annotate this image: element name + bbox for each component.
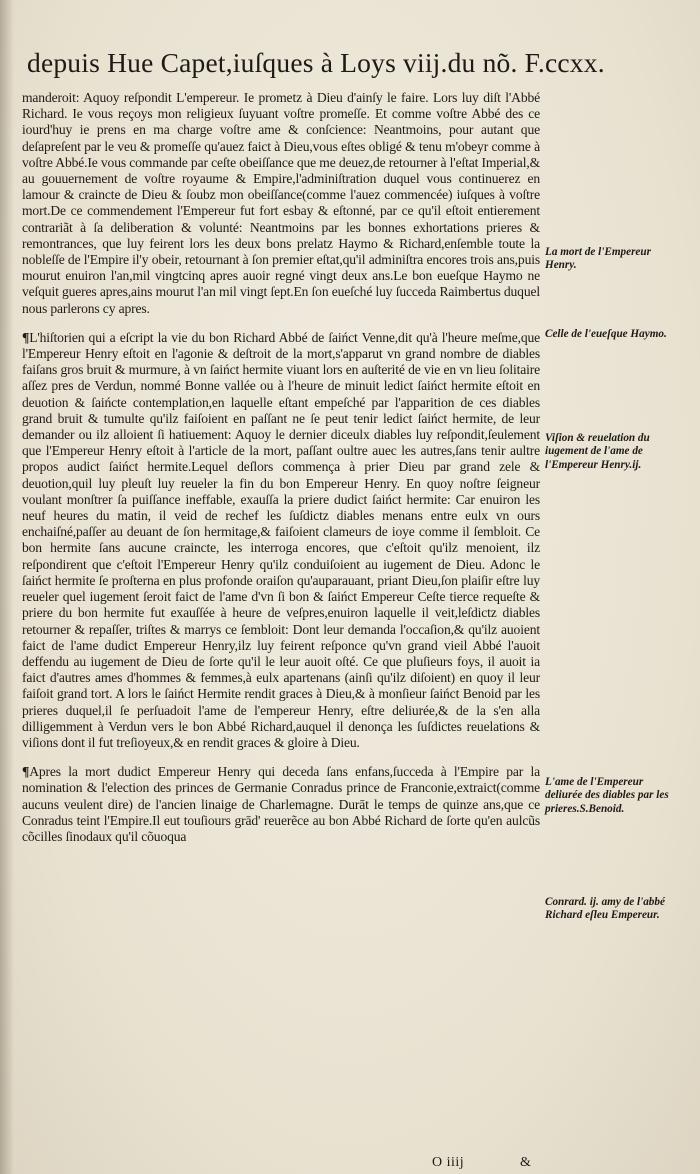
paragraph-1: manderoit: Aquoy reſpondit L'empereur. Ie prometz à Dieu d'ainſy le faire. Lors luy diſt l'Abbé Richard. Ie vous reçoys mon religieux ſuyuant voſtre promeſſe. Et comme voſtre Abbé des ce iourd'huy ie prens en ma charge voſtre ame & conſcience: Neantmoins, pour autant que deſapreſent par le veu & promeſſe qu'auez faict à Dieu,vous eſtes obligé & tenu m'obeyr comme à voſtre Abbé.Ie vous commande par ceſte obeiſſance que me deuez,de retourner à l'eſtat Imperial,& au gouuernement de voſtre royaume & Empire,l'adminiſtration duquel vous continuerez en lamour & craincte de Dieu & ſoubz mon obeiſſance(comme l'auez commencée) iuſques à voſtre mort.De ce commendement l'Empereur fut fort esbay & eſtonné, par ce qu'il eſtoit entierement contrariãt à ſa deliberation & volunté: Neantmoins par les bonnes exhortations prieres & remontrances, que luy feirent lors les deux bons prelatz Haymo & Richard,enſemble toute la nobleſſe de l'Empire il'y obeir, retournant à ſon premier eſtat,qu'il adminiſtra encores trois ans,puis mourut enuiron l'an,mil vingtcinq apres auoir regné vingt deux ans.Le bon eueſque Haymo ne veſquit gueres apres,ains mourut l'an mil vingt ſept.En ſon eueſché luy ſucceda Raimbertus duquel nous parlerons cy apres. [22, 90, 540, 316]
paragraph-3 [22, 764, 540, 845]
gutter-shadow [0, 0, 14, 1174]
pilcrow-mark: ¶ [22, 329, 30, 345]
marginal-note-death-henry: La mort de l'Empereur Henry. [545, 246, 651, 272]
marginal-note-vision: Viſion & reuelation du iugement de l'ame de l'Empereur Henry.ij. [545, 432, 650, 471]
paragraph-2-text: L'hiſtorien qui a eſcript la vie du bon Richard Abbé de ſaińct Venne,dit qu'à l'heure meſme,que l'Empereur Henry eſtoit en l'agonie & deſtroit de la mort,s'apparut vn grand nombre de diables faiſans gros bruit & murmure, à vn ſaińct hermite viuant lors en auſterité de vie en vn lieu ſolitaire aſſez pres de Verdun, nommé Bonne vallée ou à l'heure de minuit ledict ſaińct hermite eſtoit en deuotion & ſaińcte contemplation,en laquelle eſtant empeſché par l'apparition de ces diables grand bruit & tumulte qu'ilz faiſoient en paſſant ne ſe peut tenir ledict ſaińct hermite, de leur demander ou ilz alloient ſi hatiuement: Aquoy le dernier diceulx diables luy reſpondit,ſeulement que l'Empereur Henry eſtoit à l'article de la mort, paſſant oultre auec les autres,ſans tenir aultre propos audict ſaińct hermite.Lequel deſlors commença à prier Dieu par grand zele & deuotion,quil luy pleuſt luy reueler la fin du bon Empereur Henry. En quoy noſtre ſeigneur voulant monſtrer ſa puiſſance ineffable, exauſſa la priere dudict ſaińct hermite: Car enuiron les neuf heures du matin, il veid de rechef les ſuſdictz diables menans entre eulx vn ours enchaiſné,paſſer au deuant de ſon hermitage,& faiſoient clameurs de ioye comme il ſembloit. Ce bon hermite ſans aucune craincte, les interroga encores, que c'eſtoit qu'ilz menoient, ilz reſpondirent que c'eſtoit l'Empereur Henry qu'ilz conduiſoient au iugement de Dieu. Adonc le ſaińct hermite ſe proſterna en plus profonde oraiſon qu'auparauant, priant Dieu,ſon plaiſir eſtre luy reueler quel iugement ſeroit faict de l'ame d'vn ſi bon & ſaińct Empereur Ceſte tierce requeſte & priere du bon hermite fut exauſſée à heure de veſpres,enuiron laquelle il veit,leſdictz diables retourner & repaſſer, triſtes & marrys ce ſembloit: Dont leur demanda l'occaſion,& qu'ilz auoient faict de l'ame dudict Empereur Henry,ilz luy feirent reſponce qu'vn grand vieil Abbé l'auoit deffendu au iugement de Dieu de ſorte qu'il le leur auoit oſté. Ce que pluſieurs foys, il auoit ia faict d'autres ames d'hommes & femmes,à eulx apartenans (ainſi qu'ilz diſoient) en quoy il leur faiſoit grand tort. A lors le ſaińct Hermite rendit graces à Dieu,& à monſieur ſaińct Benoid par les prieres duquel,il ſe perſuadoit l'ame de l'empereur Henry, eſtre deliurée,& de la s'en alla dilligemment à Verdun vers le bon Abbé Richard,auquel il denonça les ſuſdictes reuelations & viſions dont il fut treſioyeux,& en rendit graces & gloire à Dieu. [22, 329, 540, 750]
body-text [22, 90, 540, 845]
pilcrow-mark: ¶ [22, 764, 30, 780]
marginal-note-soul-delivered: L'ame de l'Empereur deliurée des diables par les prieres.S.Benoid. [545, 776, 669, 815]
paragraph-2 [22, 330, 540, 751]
marginal-note-death-haymo: Celle de l'eueſque Haymo. [545, 328, 667, 340]
marginal-note-conrad: Conrard. ij. amy de l'abbé Richard eſleu Empereur. [545, 896, 665, 922]
paragraph-3-text: Apres la mort dudict Empereur Henry qui deceda ſans enfans,ſucceda à l'Empire par la nomination & l'election des princes de Germanie Conradus prince de Franconie,extraict(comme aucuns veulent dire) de l'ancien linaige de Charlemagne. Durāt le temps de quinze ans,que ce Conradus teint l'Empire.Il eut touſiours grād' reuerẽce au bon Abbé Richard de ſorte qu'en aulcũs cõcilles ſinodaux qu'il cõuoqua [22, 764, 540, 844]
signature-mark: O iiij [432, 1155, 465, 1170]
catchword: & [520, 1155, 531, 1170]
running-head: depuis Hue Capet,iuſques à Loys viij.du nõ. F.ccxx. [27, 47, 605, 78]
